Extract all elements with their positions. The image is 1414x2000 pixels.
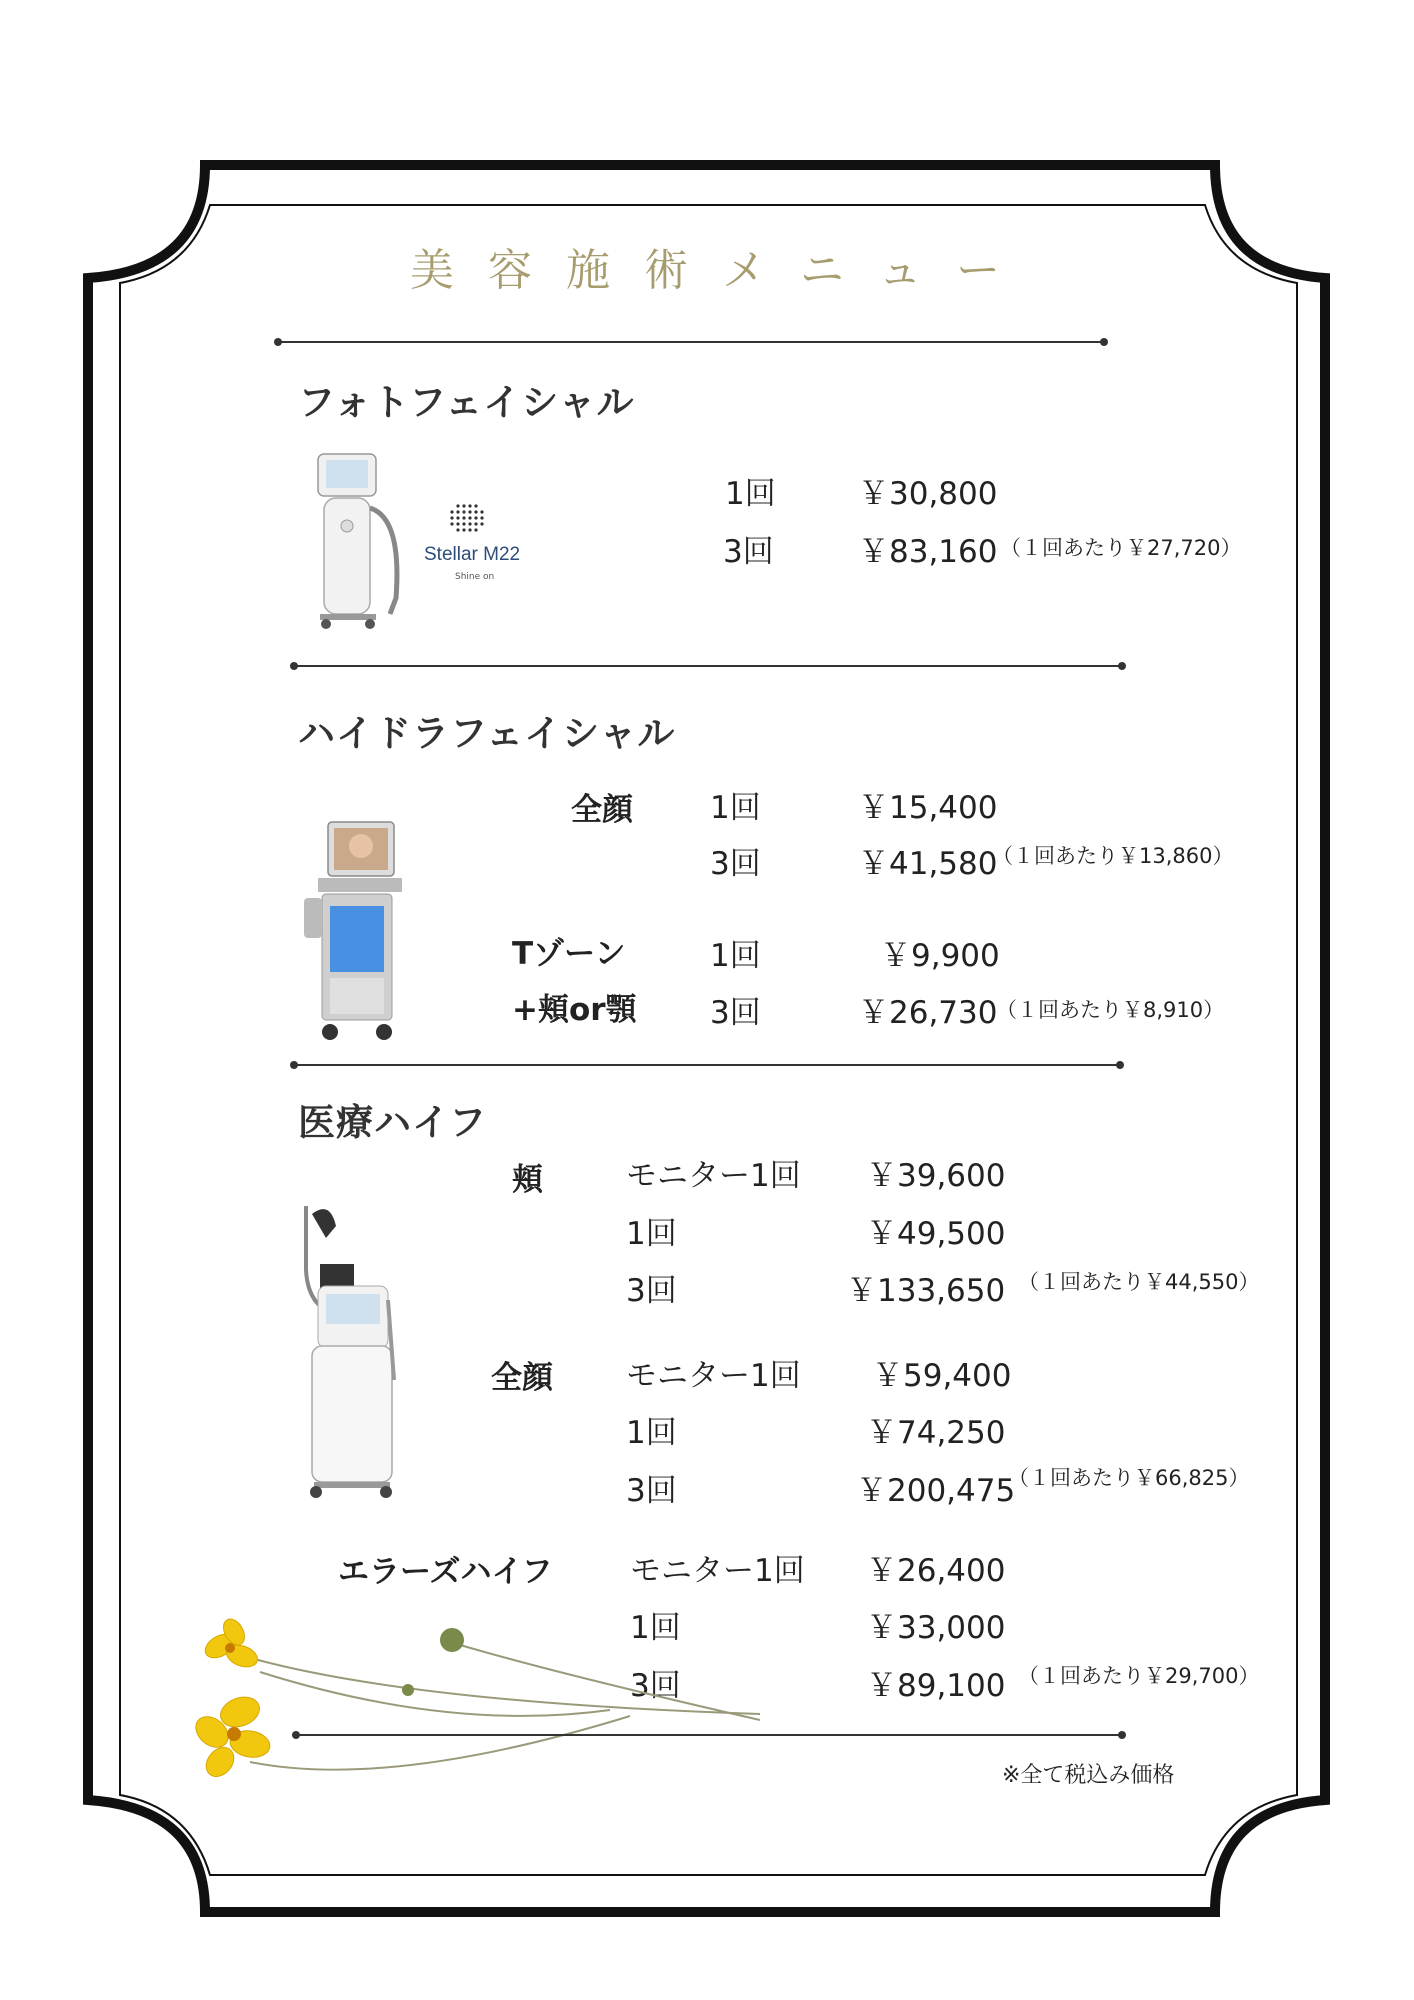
tax-note: ※全て税込み価格	[1002, 1763, 1175, 1788]
hydrafacial-fullface-per-session: （１回あたり￥13,860）	[992, 844, 1234, 868]
section-divider-2	[294, 1064, 1120, 1066]
section-heading-hydrafacial: ハイドラフェイシャル	[298, 712, 676, 755]
hifu-fullface-price-1: ￥74,250	[866, 1415, 1006, 1451]
photofacial-price-1: ￥30,800	[858, 476, 998, 512]
hydrafacial-fullface-count-1: 1回	[710, 790, 761, 826]
photofacial-count-3: 3回	[723, 534, 774, 570]
hifu-errors-price-3: ￥89,100	[866, 1668, 1006, 1704]
hifu-device-image	[296, 1200, 406, 1500]
hydrafacial-device-image	[300, 818, 410, 1046]
section-heading-photofacial: フォトフェイシャル	[298, 381, 635, 424]
hifu-errors-count-3: 3回	[630, 1668, 681, 1704]
hydrafacial-tzone-per-session: （１回あたり￥8,910）	[996, 998, 1225, 1022]
photofacial-per-session: （１回あたり￥27,720）	[1000, 536, 1242, 560]
hifu-cheek-count-1: 1回	[626, 1216, 677, 1252]
hydrafacial-tzone-label: Tゾーン	[512, 936, 626, 972]
hydrafacial-tzone-count-1: 1回	[710, 938, 761, 974]
hifu-errors-count-monitor: モニター1回	[630, 1553, 805, 1589]
hifu-fullface-count-3: 3回	[626, 1473, 677, 1509]
hifu-fullface-price-monitor: ￥59,400	[872, 1358, 1012, 1394]
page-title: 美容施術メニュー	[410, 245, 1034, 296]
hydrafacial-tzone-count-3: 3回	[710, 995, 761, 1031]
section-divider-1	[294, 665, 1122, 667]
hifu-fullface-count-monitor: モニター1回	[626, 1358, 801, 1394]
decorative-flowers	[190, 1612, 790, 1802]
hifu-errors-label: エラーズハイフ	[338, 1554, 553, 1590]
hifu-errors-count-1: 1回	[630, 1610, 681, 1646]
stellar-m22-device-image	[280, 448, 420, 630]
hydrafacial-fullface-price-1: ￥15,400	[858, 790, 998, 826]
hifu-fullface-per-session: （１回あたり￥66,825）	[1008, 1466, 1250, 1490]
hydrafacial-tzone-price-3: ￥26,730	[858, 995, 998, 1031]
hydrafacial-fullface-label: 全顔	[571, 792, 633, 828]
stellar-brand-logo: Stellar M22	[424, 544, 521, 565]
photofacial-price-3: ￥83,160	[858, 534, 998, 570]
hifu-cheek-price-1: ￥49,500	[866, 1216, 1006, 1252]
hifu-cheek-per-session: （１回あたり￥44,550）	[1018, 1270, 1260, 1294]
hifu-cheek-price-3: ￥133,650	[846, 1273, 1006, 1309]
hifu-cheek-count-monitor: モニター1回	[626, 1158, 801, 1194]
hydrafacial-fullface-count-3: 3回	[710, 846, 761, 882]
hifu-errors-price-1: ￥33,000	[866, 1610, 1006, 1646]
hydrafacial-tzone-price-1: ￥9,900	[880, 938, 1000, 974]
stellar-logo-dots	[446, 500, 490, 540]
title-divider	[278, 341, 1104, 343]
hydrafacial-tzone-label-sub: +頬or顎	[512, 992, 637, 1028]
photofacial-count-1: 1回	[725, 476, 776, 512]
hifu-errors-price-monitor: ￥26,400	[866, 1553, 1006, 1589]
hifu-fullface-count-1: 1回	[626, 1415, 677, 1451]
section-divider-3	[296, 1734, 1122, 1736]
hifu-fullface-price-3: ￥200,475	[856, 1473, 1016, 1509]
hifu-fullface-label: 全顔	[491, 1360, 553, 1396]
stellar-brand-tagline: Shine on	[455, 572, 495, 582]
hifu-cheek-count-3: 3回	[626, 1273, 677, 1309]
section-heading-hifu: 医療ハイフ	[298, 1101, 487, 1144]
hifu-errors-per-session: （１回あたり￥29,700）	[1018, 1664, 1260, 1688]
hifu-cheek-price-monitor: ￥39,600	[866, 1158, 1006, 1194]
hifu-cheek-label: 頬	[512, 1162, 543, 1198]
hydrafacial-fullface-price-3: ￥41,580	[858, 846, 998, 882]
